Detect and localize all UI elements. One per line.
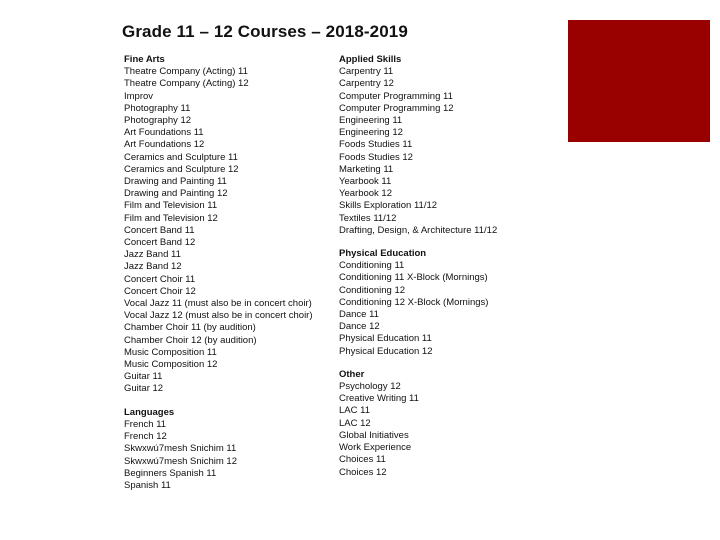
course-item: Computer Programming 12 (339, 102, 454, 114)
section-heading: Physical Education (339, 248, 427, 260)
course-item: Spanish 11 (124, 479, 171, 491)
course-item: Work Experience (339, 442, 412, 454)
course-item: Theatre Company (Acting) 12 (124, 78, 249, 90)
course-section (124, 407, 334, 492)
course-item: Conditioning 12 (339, 284, 406, 296)
course-item: Concert Band 11 (124, 224, 195, 236)
course-item: Skwxwú7mesh Snichim 11 (124, 443, 237, 455)
left-column (124, 54, 334, 492)
course-item: Psychology 12 (339, 381, 401, 393)
course-item: Concert Choir 12 (124, 285, 196, 297)
course-item: Guitar 12 (124, 383, 164, 395)
course-item: Vocal Jazz 11 (must also be in concert choir) (124, 298, 312, 310)
course-item: Computer Programming 11 (339, 90, 453, 102)
course-item: Drawing and Painting 11 (124, 176, 227, 188)
accent-block (568, 20, 710, 142)
section-heading: Applied Skills (339, 54, 402, 65)
course-item: Dance 12 (339, 321, 380, 333)
course-item: Global Initiatives (339, 429, 409, 441)
course-item: Physical Education 11 (339, 333, 432, 345)
course-item: Chamber Choir 11 (by audition) (124, 322, 256, 334)
course-item: Foods Studies 11 (339, 139, 413, 151)
course-item: Dance 11 (339, 309, 379, 321)
section-heading: Other (339, 368, 365, 380)
course-item: Photography 12 (124, 115, 192, 127)
course-item: Yearbook 11 (339, 176, 392, 188)
course-item: Drawing and Painting 12 (124, 188, 228, 200)
course-item: Chamber Choir 12 (by audition) (124, 334, 257, 346)
course-item: Foods Studies 12 (339, 151, 413, 163)
course-item: Skills Exploration 11/12 (339, 200, 438, 212)
course-item: Photography 11 (124, 102, 191, 114)
course-item: French 11 (124, 418, 167, 430)
course-item: Yearbook 12 (339, 188, 393, 200)
page-title: Grade 11 – 12 Courses – 2018-2019 (122, 22, 408, 41)
course-item: Carpentry 11 (339, 66, 394, 78)
course-item: Physical Education 12 (339, 345, 433, 357)
course-item: Choices 12 (339, 466, 387, 478)
course-item: Choices 11 (339, 454, 386, 466)
course-item: Conditioning 12 X-Block (Mornings) (339, 296, 489, 308)
course-item: Drafting, Design, & Architecture 11/12 (339, 224, 498, 236)
course-item: Textiles 11/12 (339, 212, 397, 224)
course-item: Concert Band 12 (124, 237, 196, 249)
course-item: Ceramics and Sculpture 11 (124, 151, 238, 163)
course-item: Music Composition 11 (124, 346, 217, 358)
course-item: Skwxwú7mesh Snichim 12 (124, 455, 237, 467)
course-item: Art Foundations 12 (124, 139, 205, 151)
course-section (339, 248, 569, 358)
right-column (339, 54, 569, 479)
course-item: Guitar 11 (124, 371, 163, 383)
course-item: Jazz Band 11 (124, 249, 181, 261)
course-item: LAC 12 (339, 417, 371, 429)
course-item: Vocal Jazz 12 (must also be in concert choir) (124, 310, 313, 322)
section-heading: Languages (124, 406, 175, 418)
course-section (124, 54, 334, 396)
course-item: Conditioning 11 X-Block (Mornings) (339, 272, 488, 284)
course-item: Theatre Company (Acting) 11 (124, 66, 248, 78)
course-item: LAC 11 (339, 405, 370, 417)
course-item: Ceramics and Sculpture 12 (124, 163, 239, 175)
course-item: Improv (124, 90, 154, 102)
course-item: Art Foundations 11 (124, 127, 204, 139)
course-item: Engineering 11 (339, 115, 403, 127)
course-item: Jazz Band 12 (124, 261, 182, 273)
course-item: Marketing 11 (339, 163, 394, 175)
course-item: Beginners Spanish 11 (124, 467, 217, 479)
course-item: Engineering 12 (339, 127, 403, 139)
course-item: Film and Television 11 (124, 200, 218, 212)
course-section (339, 369, 569, 479)
section-heading: Fine Arts (124, 54, 165, 65)
course-item: Carpentry 12 (339, 78, 394, 90)
course-item: Concert Choir 11 (124, 273, 196, 285)
course-item: French 12 (124, 431, 167, 443)
course-item: Film and Television 12 (124, 212, 218, 224)
course-section (339, 54, 569, 237)
course-item: Conditioning 11 (339, 260, 405, 272)
course-item: Creative Writing 11 (339, 393, 419, 405)
course-item: Music Composition 12 (124, 359, 218, 371)
